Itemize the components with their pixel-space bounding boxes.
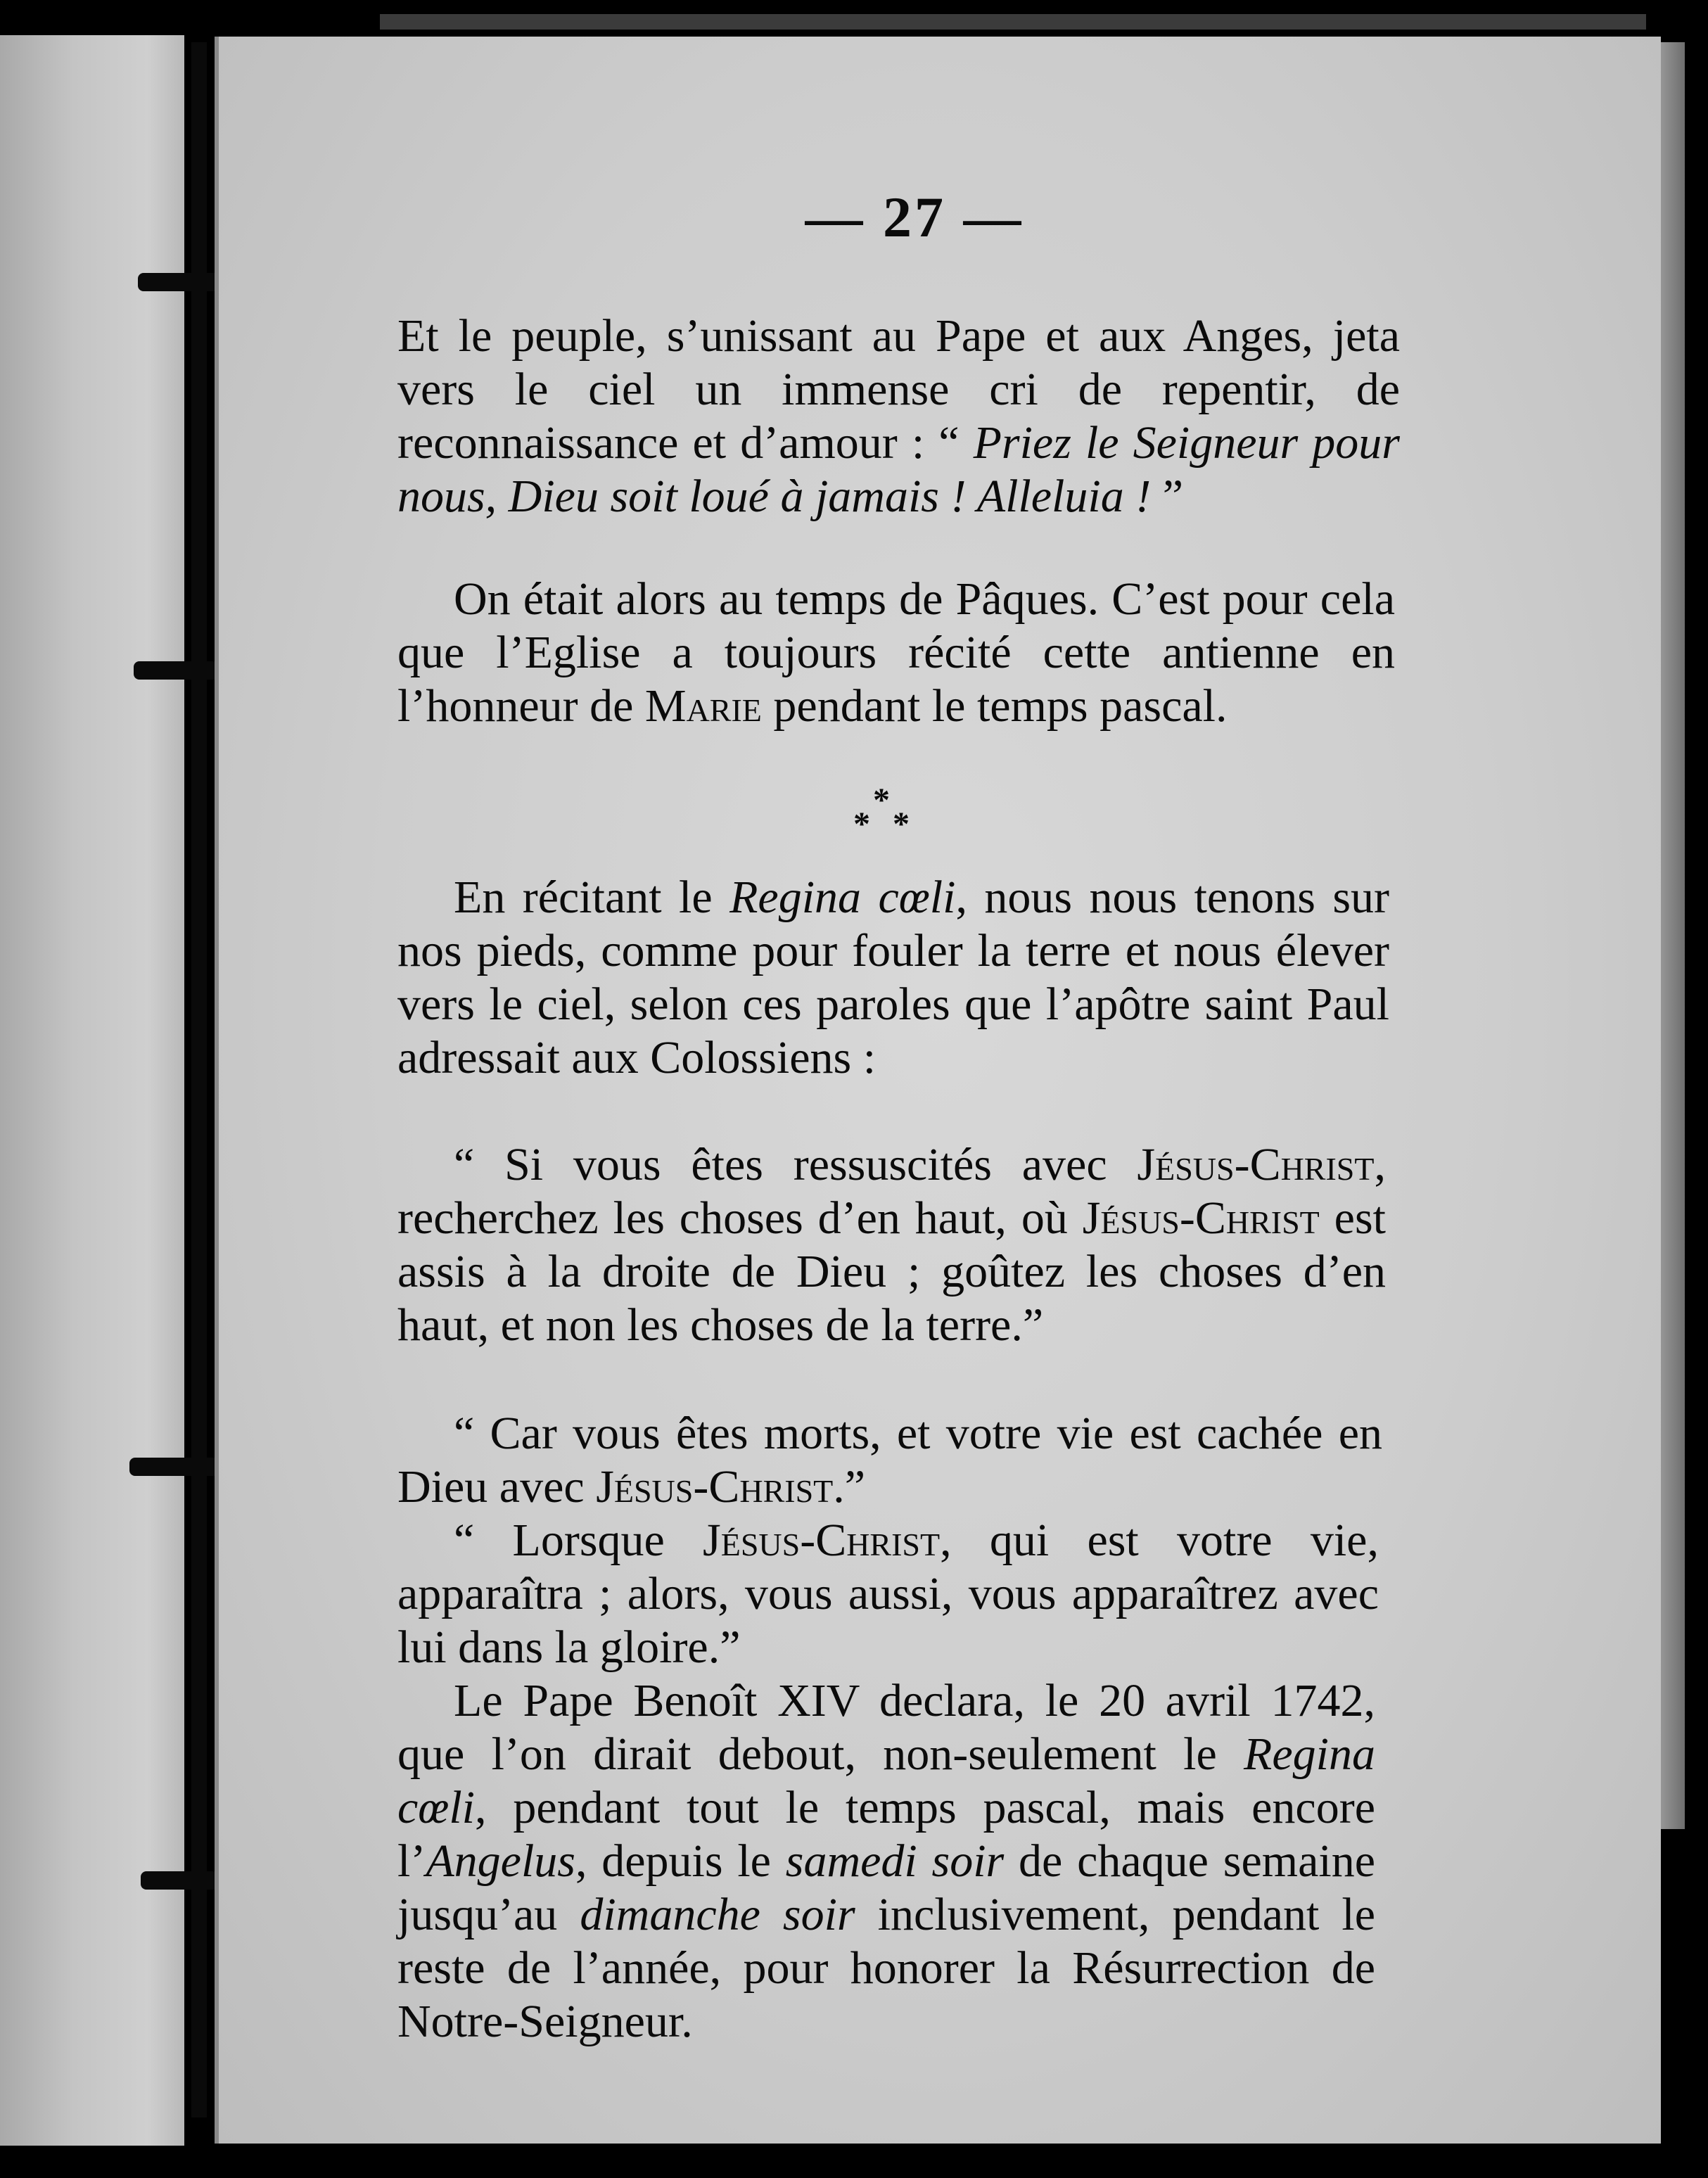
text-run: , recherchez les choses d’en haut, où: [397, 1139, 1386, 1244]
text-run: “ Car vous êtes morts, et votre vie est cachée en Dieu avec: [397, 1408, 1382, 1512]
paragraph: [397, 1514, 1379, 1674]
text-run: .”: [833, 1461, 866, 1512]
text-run: On était alors au temps de Pâques. C’est pour cela que l’Eglise a toujours récité cette antienne en l’honneur de: [397, 573, 1395, 732]
paragraph: [397, 1407, 1382, 1514]
text-run: de chaque semaine jusqu’au: [397, 1835, 1375, 1940]
previous-page-strip: [0, 35, 184, 2146]
binding-thread: [191, 42, 207, 2118]
text-run: , qui est votre vie, apparaîtra ; alors, vous aussi, vous apparaîtrez avec lui dans la gloire.”: [397, 1515, 1379, 1673]
paragraph: [397, 310, 1400, 523]
asterism-star: *: [873, 782, 890, 819]
italic-text: Priez le Seigneur pour nous, Dieu soit loué à jamais ! Alleluia !: [397, 417, 1400, 522]
paragraph: [397, 1674, 1375, 2049]
text-run: est assis à la droite de Dieu ; goûtez les choses d’en haut, et non les choses de la terre.”: [397, 1192, 1386, 1351]
italic-text: Regina cœli: [729, 872, 956, 923]
text-run: , nous nous tenons sur nos pieds, comme pour fouler la terre et nous élever vers le ciel, selon ces paroles que l’apôtre saint Paul adressait aux Colossiens :: [397, 872, 1389, 1083]
text-run: ”: [1151, 471, 1184, 522]
small-caps-text: Jésus-Christ: [703, 1515, 941, 1566]
text-run: , depuis le: [575, 1835, 786, 1887]
paragraph: [397, 573, 1395, 733]
small-caps-text: Jésus-Christ: [1082, 1192, 1320, 1244]
page-number: — 27 —: [805, 185, 1024, 249]
italic-text: dimanche soir: [580, 1889, 855, 1940]
text-run: “ Si vous êtes ressuscités avec: [454, 1139, 1137, 1190]
text-run: , pendant tout le temps pascal, mais encore l’: [397, 1782, 1375, 1887]
italic-text: Angelus: [426, 1835, 575, 1887]
text-run: Le Pape Benoît XIV declara, le 20 avril 1742, que l’on dirait debout, non-seulement le: [397, 1675, 1375, 1780]
text-run: “ Lorsque: [454, 1515, 703, 1566]
text-run: En récitant le: [454, 872, 730, 923]
italic-text: Regina cœli: [397, 1728, 1375, 1833]
section-asterism: [848, 781, 918, 844]
asterism-star: *: [893, 805, 910, 843]
top-page-shadow: [380, 14, 1646, 30]
paragraph: [397, 871, 1389, 1085]
page-right-edge: [1657, 42, 1685, 1829]
italic-text: samedi soir: [785, 1835, 1005, 1887]
text-run: Et le peuple, s’unissant au Pape et aux Anges, jeta vers le ciel un immense cri de repentir, de reconnaissance et d’amour : “: [397, 310, 1400, 469]
small-caps-text: Jésus-Christ: [596, 1461, 834, 1512]
small-caps-text: Marie: [644, 680, 762, 732]
text-run: inclusivement, pendant le reste de l’année, pour honorer la Résurrection de Notre-Seigneur.: [397, 1889, 1376, 2047]
text-run: pendant le temps pascal.: [761, 680, 1228, 732]
asterism-star: *: [853, 805, 870, 843]
small-caps-text: Jésus-Christ: [1137, 1139, 1375, 1190]
paragraph: [397, 1138, 1386, 1352]
